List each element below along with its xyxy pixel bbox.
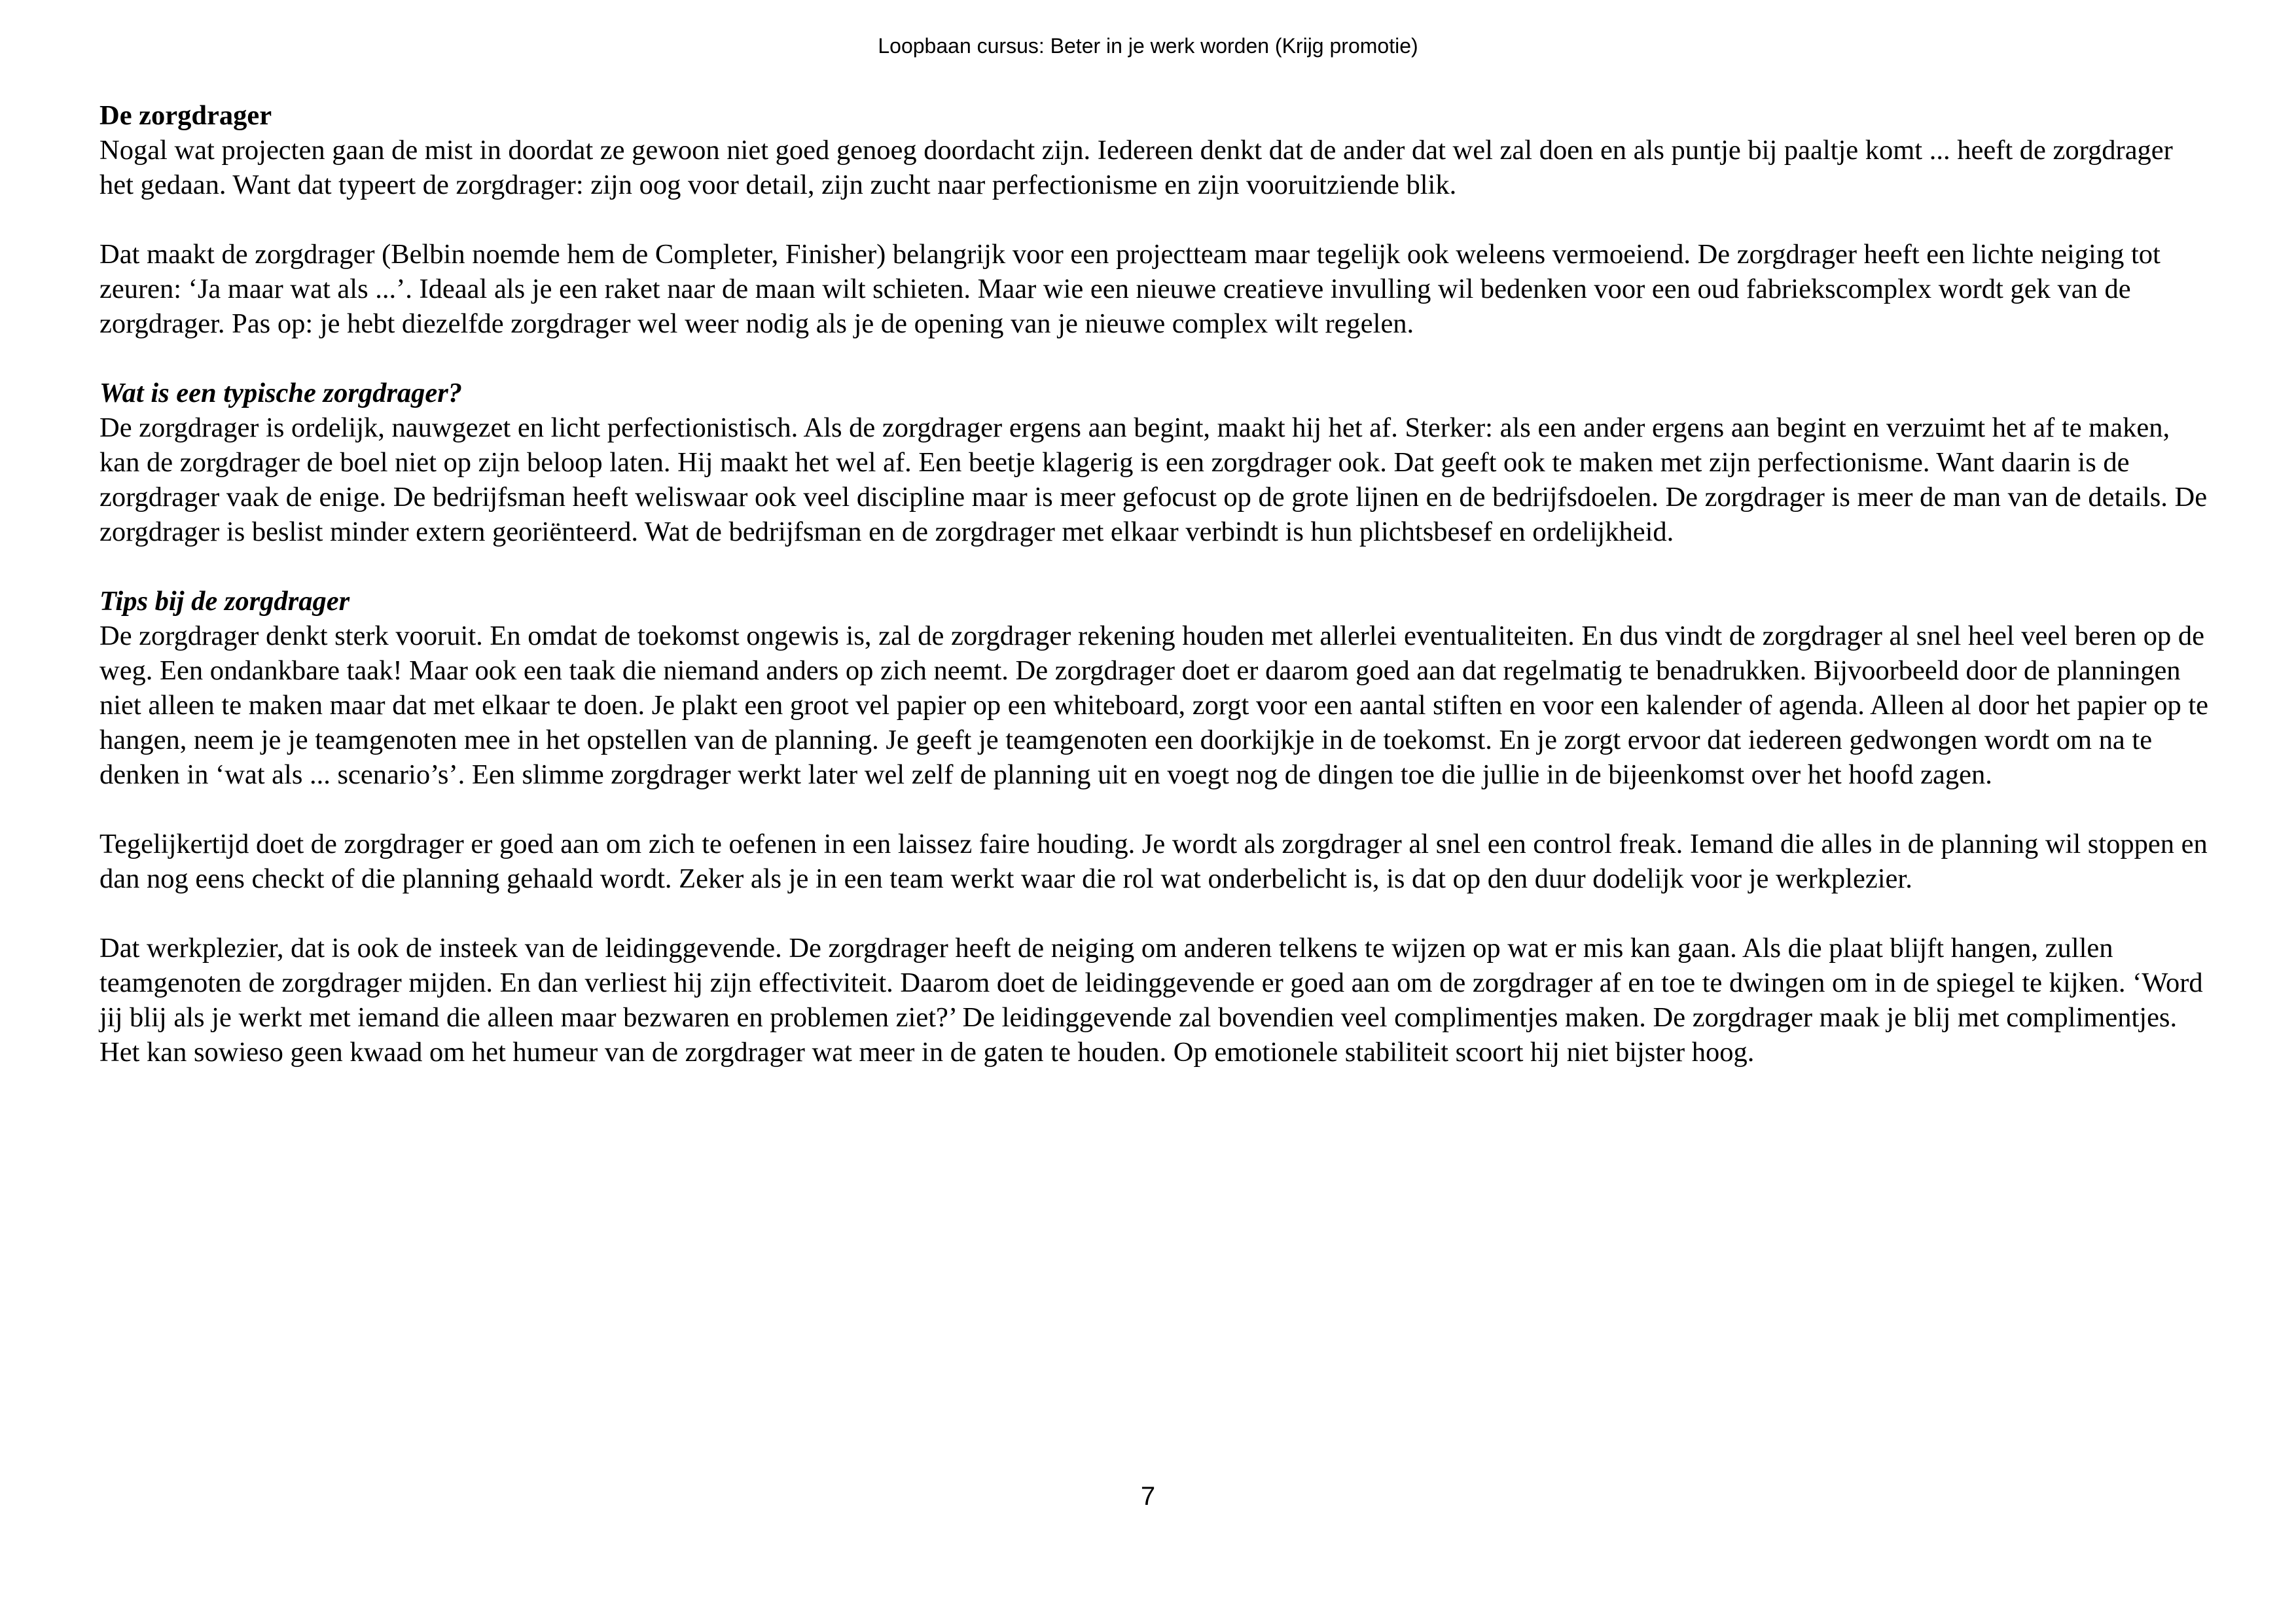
section-typische-zorgdrager: [99, 376, 2214, 549]
section-heading: De zorgdrager: [99, 100, 272, 131]
section-tips: [99, 584, 2214, 1070]
document-body: [99, 98, 2214, 1104]
page-header: Loopbaan cursus: Beter in je werk worden (Krijg promotie): [878, 34, 1418, 58]
paragraph: Dat werkplezier, dat is ook de insteek van de leidinggevende. De zorgdrager heeft de neiging om anderen telkens te wijzen op wat er mis kan gaan. Als die plaat blijft hangen, zullen teamgenoten de zorgdrager mijden. En dan verliest hij zijn effectiviteit. Daarom doet de leidinggevende er goed aan om de zorgdrager af en toe te dwingen om in de spiegel te kijken. ‘Word jij blij als je werkt met iemand die alleen maar bezwaren en problemen ziet?’ De leidinggevende zal bovendien veel complimentjes maken. De zorgdrager maak je blij met complimentjes. Het kan sowieso geen kwaad om het humeur van de zorgdrager wat meer in de gaten te houden. Op emotionele stabiliteit scoort hij niet bijster hoog.: [99, 933, 2203, 1068]
paragraph: De zorgdrager denkt sterk vooruit. En omdat de toekomst ongewis is, zal de zorgdrager rekening houden met allerlei eventualiteiten. En dus vindt de zorgdrager al snel heel veel beren op de weg. Een ondankbare taak! Maar ook een taak die niemand anders op zich neemt. De zorgdrager doet er daarom goed aan dat regelmatig te benadrukken. Bijvoorbeeld door de planningen niet alleen te maken maar dat met elkaar te doen. Je plakt een groot vel papier op een whiteboard, zorgt voor een aantal stiften en voor een kalender of agenda. Alleen al door het papier op te hangen, neem je je teamgenoten mee in het opstellen van de planning. Je geeft je teamgenoten een doorkijkje in de toekomst. En je zorgt ervoor dat iedereen gedwongen wordt om na te denken in ‘wat als ... scenario’s’. Een slimme zorgdrager werkt later wel zelf de planning uit en voegt nog de dingen toe die jullie in de bijeenkomst over het hoofd zagen.: [99, 621, 2208, 790]
section-heading: Tips bij de zorgdrager: [99, 586, 350, 617]
paragraph: Dat maakt de zorgdrager (Belbin noemde hem de Completer, Finisher) belangrijk voor een projectteam maar tegelijk ook weleens vermoeiend. De zorgdrager heeft een lichte neiging tot zeuren: ‘Ja maar wat als ...’. Ideaal als je een raket naar de maan wilt schieten. Maar wie een nieuwe creatieve invulling wil bedenken voor een oud fabriekscomplex wordt gek van de zorgdrager. Pas op: je hebt diezelfde zorgdrager wel weer nodig als je de opening van je nieuwe complex wilt regelen.: [99, 239, 2161, 339]
paragraph: Tegelijkertijd doet de zorgdrager er goed aan om zich te oefenen in een laissez faire houding. Je wordt als zorgdrager al snel een control freak. Iemand die alles in de planning wil stoppen en dan nog eens checkt of die planning gehaald wordt. Zeker als je in een team werkt waar die rol wat onderbelicht is, is dat op den duur dodelijk voor je werkplezier.: [99, 829, 2208, 894]
paragraph: Nogal wat projecten gaan de mist in doordat ze gewoon niet goed genoeg doordacht zijn. Iedereen denkt dat de ander dat wel zal doen en als puntje bij paaltje komt ... heeft de zorgdrager het gedaan. Want dat typeert de zorgdrager: zijn oog voor detail, zijn zucht naar perfectionisme en zijn vooruitziende blik.: [99, 135, 2173, 200]
paragraph: De zorgdrager is ordelijk, nauwgezet en licht perfectionistisch. Als de zorgdrager ergens aan begint, maakt hij het af. Sterker: als een ander ergens aan begint en verzuimt het af te maken, kan de zorgdrager de boel niet op zijn beloop laten. Hij maakt het wel af. Een beetje klagerig is een zorgdrager ook. Dat geeft ook te maken met zijn perfectionisme. Want daarin is de zorgdrager vaak de enige. De bedrijfsman heeft weliswaar ook veel discipline maar is meer gefocust op de grote lijnen en de bedrijfsdoelen. De zorgdrager is meer de man van de details. De zorgdrager is beslist minder extern georiënteerd. Wat de bedrijfsman en de zorgdrager met elkaar verbindt is hun plichtsbesef en ordelijkheid.: [99, 412, 2208, 547]
page-number: 7: [1140, 1482, 1156, 1511]
section-de-zorgdrager: [99, 98, 2214, 341]
section-heading: Wat is een typische zorgdrager?: [99, 378, 463, 408]
